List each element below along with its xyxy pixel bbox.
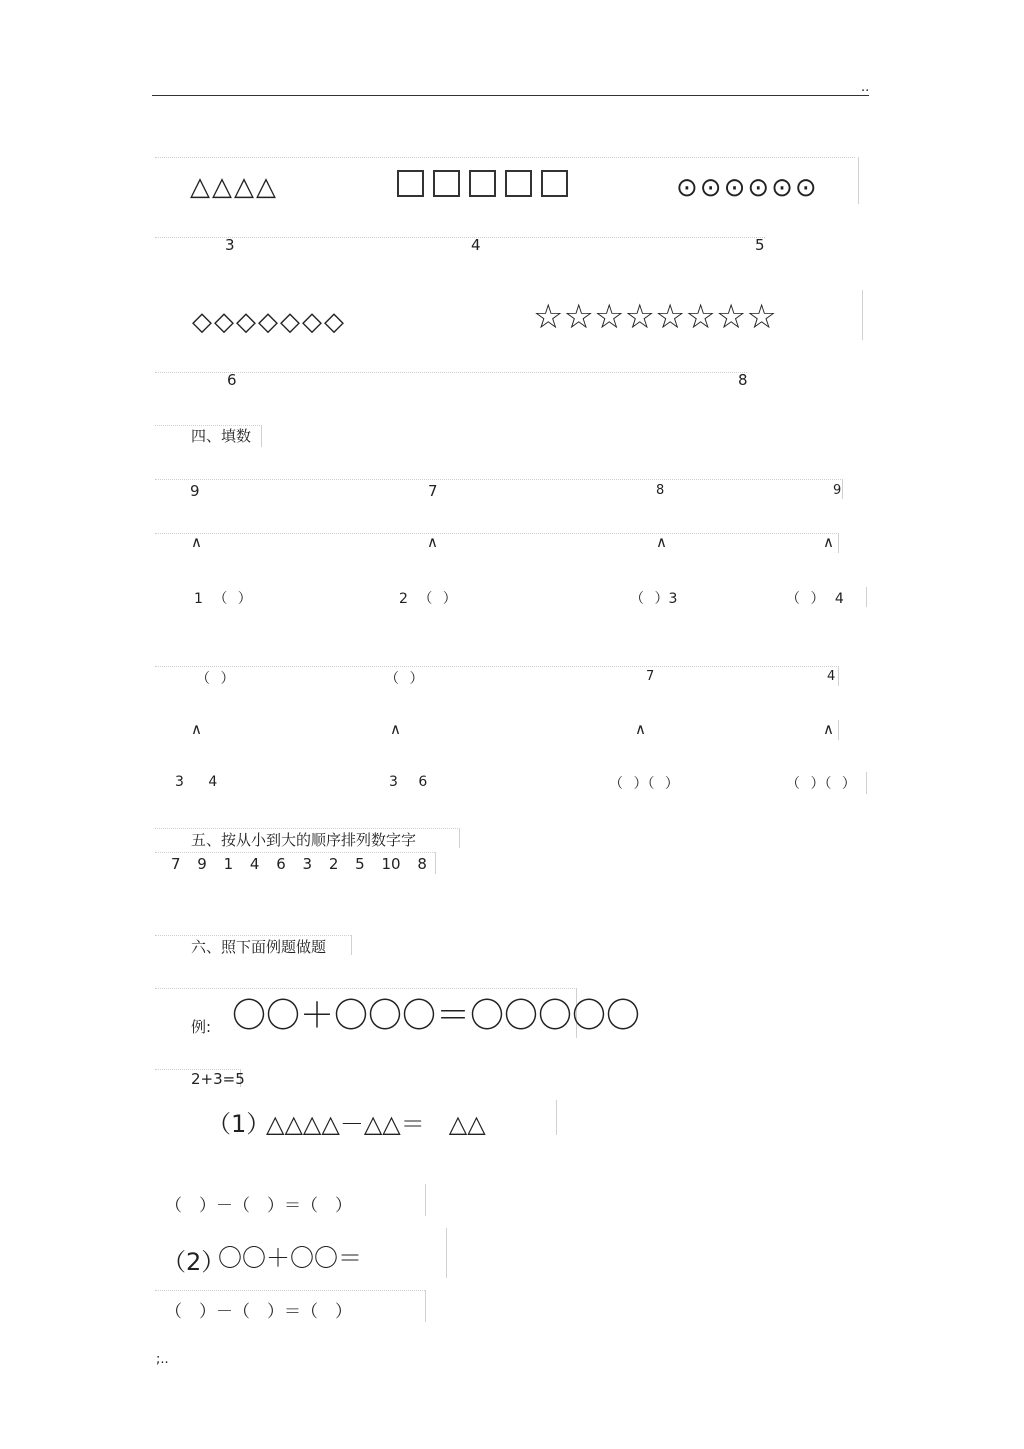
divider [351,935,352,955]
example-shapes: 〇〇＋〇〇〇＝〇〇〇〇〇 [232,996,640,1036]
count-label: 3 [225,236,235,254]
divider [155,479,841,480]
top-number: 9 [833,483,842,498]
divider [556,1100,557,1135]
count-label: 5 [755,236,765,254]
square-shape [505,170,532,197]
square-shape [397,170,424,197]
question-label: （1） [207,1110,271,1138]
divider [459,828,460,848]
question-label: （2） [162,1248,226,1276]
question-shapes: 〇〇＋〇〇＝ [218,1244,362,1272]
fill-blank: （ ）3 [630,591,678,607]
divider [155,852,435,853]
divider [261,425,262,447]
example-equation: 2+3=5 [191,1070,245,1088]
split-mark: ∧ [427,533,438,551]
divider [446,1228,447,1278]
top-number: 7 [646,669,655,684]
divider [838,720,839,740]
divider [155,372,747,373]
fill-blank: （ ） [385,671,424,687]
square-shape [433,170,460,197]
divider [155,988,575,989]
top-number: 4 [827,669,836,684]
divider [858,157,859,204]
section-title: 六、照下面例题做题 [191,938,327,956]
split-mark: ∧ [635,720,646,738]
divider [155,666,837,667]
diamonds-group: ◇◇◇◇◇◇◇ [192,307,346,337]
top-number: 9 [190,482,200,500]
fill-blank: （ ）（ ） [609,776,679,792]
split-mark: ∧ [656,533,667,551]
top-number: 7 [428,482,438,500]
fill-blank: （ ）（ ） [786,776,856,792]
top-number: 8 [656,483,665,498]
divider [862,290,863,340]
squares-group [397,170,577,201]
number-sequence: 7 9 1 4 6 3 2 5 10 8 [171,855,427,873]
divider [425,1184,426,1216]
corner-mark: .. [861,80,870,95]
divider [435,852,436,874]
divider [155,1290,425,1291]
split-mark: ∧ [191,533,202,551]
divider [155,237,765,238]
example-label: 例: [191,1018,212,1036]
divider [866,587,867,607]
divider [842,479,843,499]
circles-group: ⊙⊙⊙⊙⊙⊙ [676,173,819,203]
fill-blank: 3 4 [175,774,218,790]
square-shape [541,170,568,197]
question-shapes: △△△△－△△＝ △△ [266,1110,486,1138]
triangles-group: △△△△ [190,172,278,202]
section-title: 四、填数 [191,427,252,445]
stars-group: ☆☆☆☆☆☆☆☆ [533,297,777,337]
answer-blank: （ ）－（ ）＝（ ） [165,1196,352,1216]
square-shape [469,170,496,197]
footer-mark: ;.. [156,1352,169,1367]
split-mark: ∧ [823,533,834,551]
divider [425,1290,426,1322]
fill-blank: 3 6 [389,774,428,790]
count-label: 8 [738,371,748,389]
header-rule [152,95,869,96]
split-mark: ∧ [390,720,401,738]
divider [838,666,839,686]
answer-blank: （ ）－（ ）＝（ ） [165,1302,352,1322]
count-label: 4 [471,236,481,254]
split-mark: ∧ [191,720,202,738]
fill-blank: （ ） 4 [786,591,844,607]
section-title: 五、按从小到大的顺序排列数字字 [191,831,417,849]
count-label: 6 [227,371,237,389]
fill-blank: 2 （ ） [399,591,457,607]
divider [155,157,855,158]
split-mark: ∧ [823,720,834,738]
fill-blank: （ ） [196,671,235,687]
divider [838,533,839,553]
divider [866,772,867,794]
fill-blank: 1 （ ） [194,591,252,607]
divider [155,533,837,534]
